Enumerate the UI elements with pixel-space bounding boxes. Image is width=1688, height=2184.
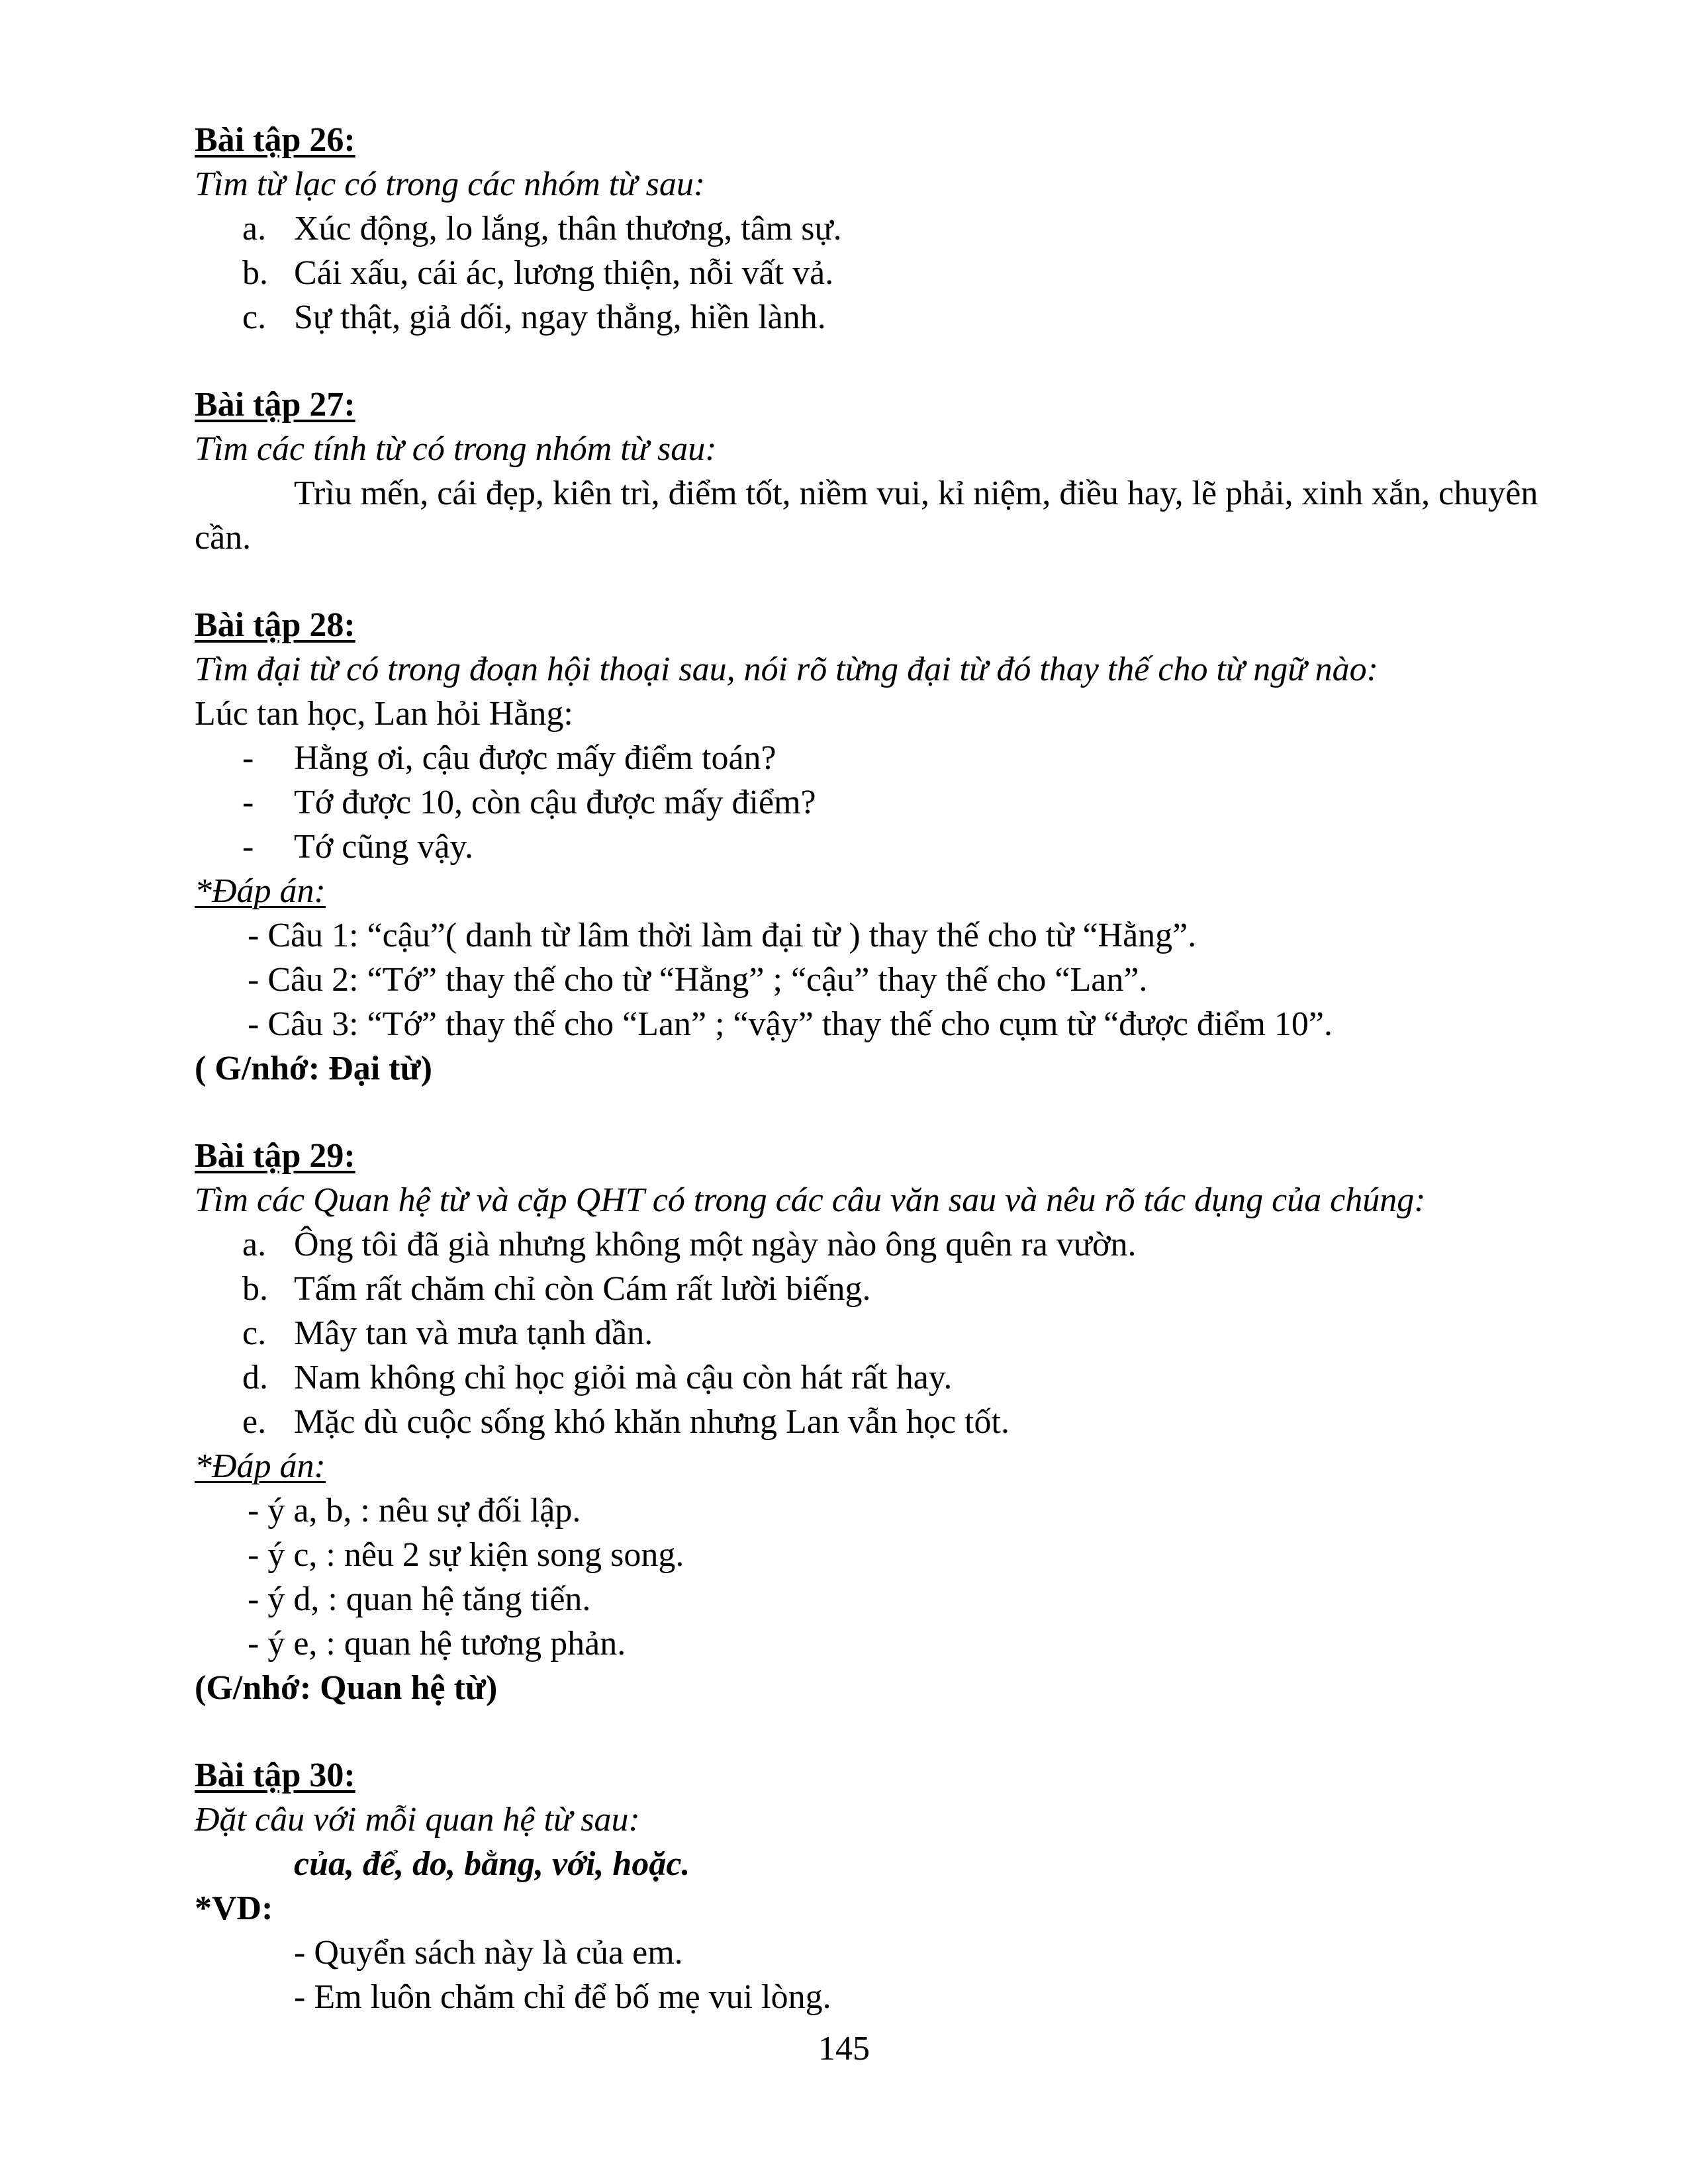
memo-note: (G/nhớ: Quan hệ từ) <box>195 1669 498 1707</box>
exercise-28-title: Bài tập 28: <box>195 606 355 644</box>
list-marker: b. <box>242 1270 268 1308</box>
list-item <box>195 295 1585 340</box>
list-item <box>195 206 1585 251</box>
exercise-28-prompt: Tìm đại từ có trong đoạn hội thoại sau, nói rõ từng đại từ đó thay thế cho từ ngữ nào: <box>195 651 1378 688</box>
exercise-27-body: Trìu mến, cái đẹp, kiên trì, điểm tốt, niềm vui, kỉ niệm, điều hay, lẽ phải, xinh xắn, chuyên cần. <box>195 475 1538 557</box>
example-label: *VD: <box>195 1889 273 1927</box>
dialogue-line <box>195 825 1585 869</box>
answer-line: - ý e, : quan hệ tương phản. <box>248 1625 626 1662</box>
list-item-text: Xúc động, lo lắng, thân thương, tâm sự. <box>294 210 842 248</box>
list-item <box>195 1311 1585 1355</box>
list-item <box>195 1355 1585 1400</box>
example-line: - Quyển sách này là của em. <box>294 1934 683 1972</box>
dash-marker: - <box>242 784 254 821</box>
dash-marker: - <box>242 739 254 777</box>
dash-marker: - <box>242 828 254 866</box>
list-item-text: Nam không chỉ học giỏi mà cậu còn hát rất hay. <box>294 1359 953 1396</box>
list-marker: d. <box>242 1359 268 1396</box>
answer-line: - Câu 2: “Tớ” thay thế cho từ “Hằng” ; “cậu” thay thế cho “Lan”. <box>248 961 1148 999</box>
list-item-text: Tấm rất chăm chỉ còn Cám rất lười biếng. <box>294 1270 871 1308</box>
list-marker: b. <box>242 254 268 292</box>
exercise-28-intro: Lúc tan học, Lan hỏi Hằng: <box>195 695 573 733</box>
list-item-text: Ông tôi đã già nhưng không một ngày nào ông quên ra vườn. <box>294 1226 1137 1263</box>
list-item <box>195 1222 1585 1267</box>
dialogue-line <box>195 736 1585 780</box>
list-marker: a. <box>242 210 267 248</box>
relation-words: của, để, do, bằng, với, hoặc. <box>294 1845 690 1883</box>
exercise-29-prompt: Tìm các Quan hệ từ và cặp QHT có trong các câu văn sau và nêu rõ tác dụng của chúng: <box>195 1181 1426 1219</box>
dialogue-text: Hằng ơi, cậu được mấy điểm toán? <box>294 739 776 777</box>
section-gap <box>195 1091 1585 1134</box>
exercise-30-prompt: Đặt câu với mỗi quan hệ từ sau: <box>195 1801 640 1839</box>
exercise-29 <box>195 1134 1585 1710</box>
dialogue-text: Tớ được 10, còn cậu được mấy điểm? <box>294 784 816 821</box>
answer-line: - Câu 3: “Tớ” thay thế cho “Lan” ; “vậy” thay thế cho cụm từ “được điểm 10”. <box>248 1005 1333 1043</box>
section-gap <box>195 340 1585 383</box>
exercise-27 <box>195 383 1585 560</box>
document-page <box>195 118 1585 2019</box>
exercise-27-title: Bài tập 27: <box>195 386 355 424</box>
list-item-text: Cái xấu, cái ác, lương thiện, nỗi vất vả. <box>294 254 834 292</box>
page-number: 145 <box>818 2030 870 2068</box>
answer-line: - ý d, : quan hệ tăng tiến. <box>248 1580 591 1618</box>
dialogue-line <box>195 780 1585 825</box>
exercise-28 <box>195 603 1585 1091</box>
answer-label: *Đáp án: <box>195 1447 326 1485</box>
list-item <box>195 1267 1585 1311</box>
list-marker: a. <box>242 1226 267 1263</box>
list-item-text: Sự thật, giả dối, ngay thẳng, hiền lành. <box>294 298 826 336</box>
exercise-26 <box>195 118 1585 340</box>
exercise-30 <box>195 1753 1585 2019</box>
list-item <box>195 1400 1585 1444</box>
section-gap <box>195 1710 1585 1753</box>
list-marker: c. <box>242 298 267 336</box>
dialogue-text: Tớ cũng vậy. <box>294 828 474 866</box>
answer-label: *Đáp án: <box>195 872 326 910</box>
list-item <box>195 251 1585 295</box>
list-marker: e. <box>242 1403 267 1441</box>
answer-line: - Câu 1: “cậu”( danh từ lâm thời làm đại từ ) thay thế cho từ “Hằng”. <box>248 917 1197 954</box>
list-marker: c. <box>242 1314 267 1352</box>
memo-note: ( G/nhớ: Đại từ) <box>195 1050 432 1087</box>
exercise-26-title: Bài tập 26: <box>195 121 355 159</box>
exercise-27-prompt: Tìm các tính từ có trong nhóm từ sau: <box>195 430 717 468</box>
answer-line: - ý a, b, : nêu sự đối lập. <box>248 1492 581 1529</box>
example-line: - Em luôn chăm chỉ để bố mẹ vui lòng. <box>294 1978 831 2016</box>
exercise-26-prompt: Tìm từ lạc có trong các nhóm từ sau: <box>195 165 706 203</box>
section-gap <box>195 560 1585 603</box>
list-item-text: Mây tan và mưa tạnh dần. <box>294 1314 653 1352</box>
answer-line: - ý c, : nêu 2 sự kiện song song. <box>248 1536 684 1574</box>
list-item-text: Mặc dù cuộc sống khó khăn nhưng Lan vẫn học tốt. <box>294 1403 1009 1441</box>
exercise-30-title: Bài tập 30: <box>195 1756 355 1794</box>
exercise-29-title: Bài tập 29: <box>195 1137 355 1175</box>
